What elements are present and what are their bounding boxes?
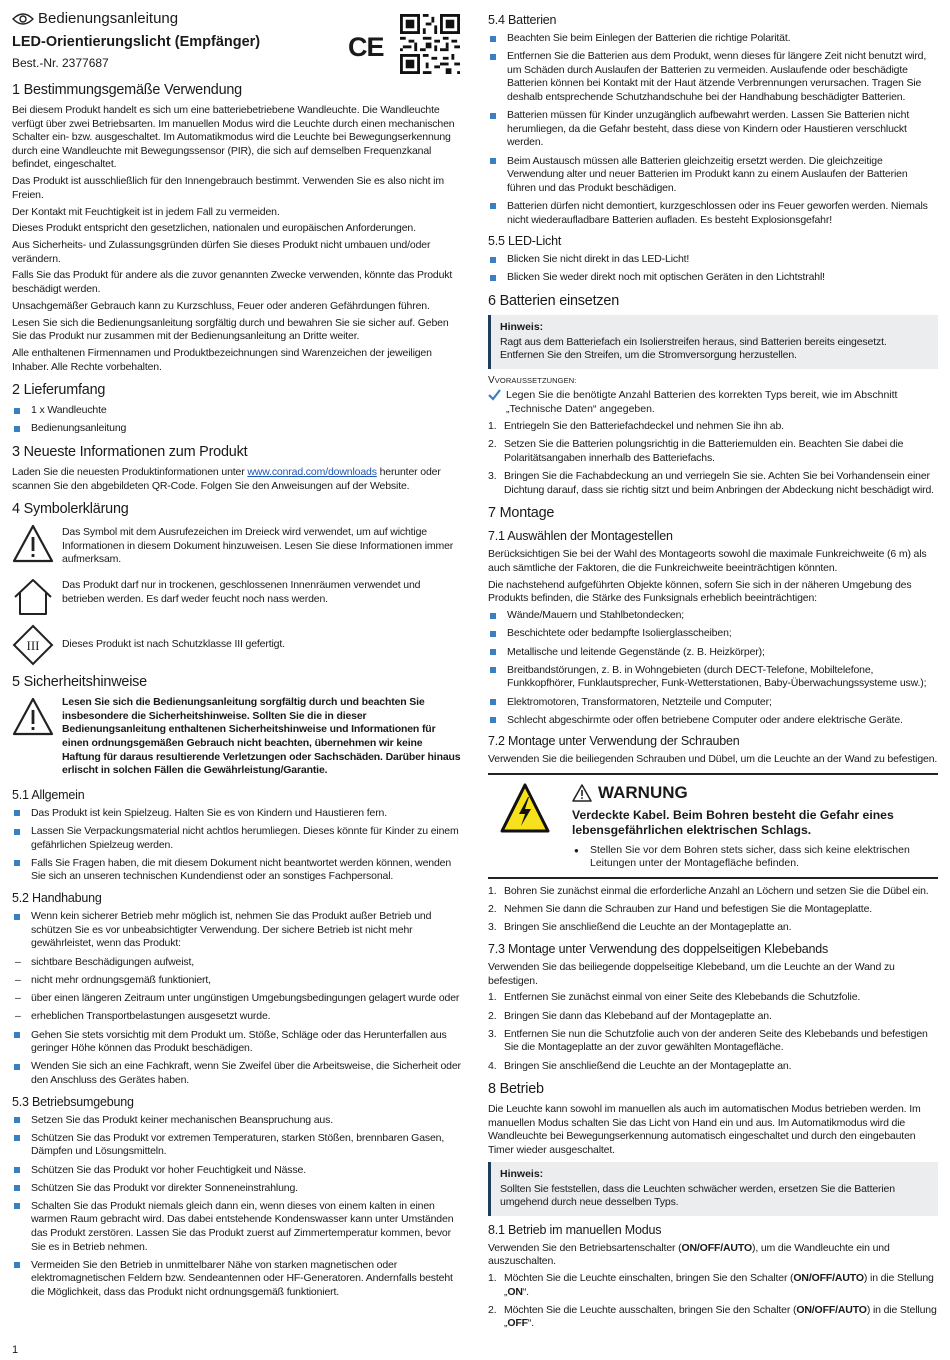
s1-para: Alle enthaltenen Firmennamen und Produktbezeichnungen sind Warenzeichen der jeweiligen Inhaber. Alle Rechte vorbehalten. bbox=[12, 347, 432, 373]
electric-hazard-icon bbox=[500, 783, 550, 835]
list-item: Das Produkt ist kein Spielzeug. Halten Sie es von Kindern und Haustieren fern. bbox=[12, 807, 462, 821]
handling-list bbox=[12, 910, 462, 1088]
prerequisites-label: VVORAUSSETZUNGEN: bbox=[488, 375, 577, 387]
ce-mark: CE bbox=[348, 32, 384, 62]
step-item: 1. Möchten Sie die Leuchte einschalten, bringen Sie den Schalter (ON/OFF/AUTO) in die Stellung „ON“. bbox=[488, 1272, 934, 1298]
manual-label: Bedienungsanleitung bbox=[38, 10, 179, 27]
list-item: Beschichtete oder bedampfte Isolierglasscheiben; bbox=[488, 627, 938, 641]
list-item: Beachten Sie beim Einlegen der Batterien die richtige Polarität. bbox=[488, 32, 938, 46]
section-7-title: 7 Montage bbox=[488, 505, 555, 522]
environment-list bbox=[12, 1114, 462, 1300]
list-item: Entfernen Sie die Batterien aus dem Produkt, wenn dieses für längere Zeit nicht benutzt wird, um Schäden durch Auslaufen der Batterien zu vermeiden. Auslaufende oder beschädigte Batterien können bei Kontakt mit der Haut ätzende Verbrennungen verursachen. Tragen Sie deshalb entsprechende Schutzhandschuhe bei der Handhabung beschädigter Batterien. bbox=[488, 50, 938, 104]
section-5-4-title: 5.4 Batterien bbox=[488, 13, 557, 27]
list-item: Schützen Sie das Produkt vor direkter Sonneneinstrahlung. bbox=[12, 1182, 462, 1196]
step-item: 1. Entfernen Sie zunächst einmal von einer Seite des Klebebands die Schutzfolie. bbox=[488, 991, 861, 1004]
section-8-title: 8 Betrieb bbox=[488, 1081, 544, 1098]
list-item: Bedienungsanleitung bbox=[12, 422, 462, 436]
step-item: 3. Entfernen Sie nun die Schutzfolie auch von der anderen Seite des Klebebands und befestigen Sie die Montageplatte an der zuvor gewählten Montagefläche. bbox=[488, 1027, 928, 1054]
step-item: 1. Entriegeln Sie den Batteriefachdeckel und nehmen Sie ihn ab. bbox=[488, 420, 784, 433]
check-icon bbox=[488, 389, 501, 401]
section-1-title: 1 Bestimmungsgemäße Verwendung bbox=[12, 82, 242, 98]
product-title: LED-Orientierungslicht (Empfänger) bbox=[12, 34, 261, 50]
safety-intro-text: Lesen Sie sich die Bedienungsanleitung sorgfältig durch und beachten Sie insbesondere die Sicherheitshinweise. Sollten Sie die in dieser Bedienungsanleitung enthaltenen Sicherheitshinweise und Informationen für einen ordnungsgemäßen Gebrauch nicht beachten, übernehmen wir keine Haftung für daraus resultierende Verletzungen oder Sachschäden. Darüber hinaus erlischt in solchen Fällen die Gewährleistung/Garantie. bbox=[62, 696, 461, 777]
list-item: Lassen Sie Verpackungsmaterial nicht achtlos herumliegen. Dieses könnte für Kinder zu einem gefährlichen Spielzeug werden. bbox=[12, 825, 462, 852]
list-item: 1 x Wandleuchte bbox=[12, 404, 462, 418]
interference-list bbox=[488, 609, 938, 727]
list-item: Batterien dürfen nicht demontiert, kurzgeschlossen oder ins Feuer geworfen werden. Niemals nicht wiederaufladbare Batterien aufladen. Es besteht Explosionsgefahr! bbox=[488, 200, 938, 227]
list-item: Blicken Sie weder direkt noch mit optischen Geräten in den Lichtstrahl! bbox=[488, 271, 938, 285]
qr-code-icon bbox=[400, 14, 460, 74]
section-8-1-title: 8.1 Betrieb im manuellen Modus bbox=[488, 1222, 662, 1237]
step-item: 3. Bringen Sie die Fachabdeckung an und verriegeln Sie sie. Achten Sie bei Vorhandensein einer Dichtung darauf, dass sie richtig sitzt und beim Anbringen der Abdeckung nicht beschädigt wird. bbox=[488, 470, 934, 496]
s81-para: Verwenden Sie den Betriebsartenschalter (ON/OFF/AUTO), um die Wandleuchte ein und auszuschalten. bbox=[488, 1241, 890, 1268]
s1-para: Der Kontakt mit Feuchtigkeit ist in jedem Fall zu vermeiden. bbox=[12, 205, 280, 218]
dash-list bbox=[12, 956, 462, 1024]
note-box bbox=[488, 315, 938, 369]
section-3-title: 3 Neueste Informationen zum Produkt bbox=[12, 443, 248, 460]
step-item: 2. Nehmen Sie dann die Schrauben zur Hand und befestigen Sie die Montageplatte. bbox=[488, 903, 873, 916]
list-item: Wenden Sie sich an eine Fachkraft, wenn Sie Zweifel über die Arbeitsweise, die Sicherheit oder den Anschluss des Gerätes haben. bbox=[12, 1060, 462, 1087]
list-item: – erheblichen Transportbelastungen ausgesetzt wurde. bbox=[12, 1010, 462, 1024]
list-item: Beim Austausch müssen alle Batterien gleichzeitig ersetzt werden. Die gleichzeitige Verwendung alter und neuer Batterien im Produkt kann zu einem Auslaufen der Batterien führen und das Produkt beschädigen. bbox=[488, 155, 938, 196]
list-item: Vermeiden Sie den Betrieb in unmittelbarer Nähe von starken magnetischen oder elektromagnetischen Feldern bzw. Sendeantennen oder HF-Generatoren. Andernfalls besteht die Möglichkeit, dass das Produkt nicht ordnungsgemäß funktioniert. bbox=[12, 1259, 462, 1300]
s1-para: Bei diesem Produkt handelt es sich um eine batteriebetriebene Wandleuchte. Die Wandleuchte verfügt über zwei Betriebsarten. Im manuellen Modus wird die Leuchte durch einen mechanischen Schalter ein- bzw. ausgeschaltet. Im Automatikmodus wird die Leuchte bei Bewegungserkennung durch eine Wandleuchte mit Bewegungssensor (PIR), die sich auf demselben Frequenzkanal befindet, eingeschaltet. bbox=[12, 104, 455, 171]
symbol-row bbox=[12, 624, 462, 666]
s8-para: Die Leuchte kann sowohl im manuellen als auch im automatischen Modus betrieben werden. Im manuellen Modus schalten Sie das Licht von Hand ein und aus. Im Automatikmodus wird die Wandleuchte bei Bewegungserkennung automatisch eingeschaltet und durch den eingebauten Timer wieder ausgeschaltet. bbox=[488, 1103, 921, 1156]
s1-para: Lesen Sie sich die Bedienungsanleitung sorgfältig durch und bewahren Sie sie sicher auf. Geben Sie das Produkt nur zusammen mit der Bedienungsanleitung an Dritte weiter. bbox=[12, 316, 449, 343]
step-item: 2. Bringen Sie dann das Klebeband auf der Montageplatte an. bbox=[488, 1009, 772, 1022]
svg-text:III: III bbox=[26, 638, 40, 654]
section-5-title: 5 Sicherheitshinweise bbox=[12, 674, 147, 691]
warning-triangle-icon bbox=[12, 523, 54, 565]
manual-steps bbox=[488, 1272, 938, 1331]
list-item: Schlecht abgeschirmte oder offen betriebene Computer oder andere elektrische Geräte. bbox=[488, 714, 938, 728]
list-item: Schützen Sie das Produkt vor extremen Temperaturen, starken Stößen, brennbaren Gasen, Dämpfen und Lösungsmitteln. bbox=[12, 1132, 462, 1159]
list-item: Gehen Sie stets vorsichtig mit dem Produkt um. Stöße, Schläge oder das Herunterfallen aus geringer Höhe können das Produkt beschädigen. bbox=[12, 1029, 462, 1056]
section-5-2-title: 5.2 Handhabung bbox=[12, 891, 102, 906]
section-4-title: 4 Symbolerklärung bbox=[12, 501, 129, 518]
section-7-3-title: 7.3 Montage unter Verwendung des doppelseitigen Klebebands bbox=[488, 942, 829, 957]
manual-header bbox=[12, 10, 462, 28]
right-column bbox=[488, 10, 938, 1336]
protection-class-3-icon bbox=[12, 624, 54, 666]
warning-triangle-icon bbox=[572, 784, 592, 802]
symbol-desc: Das Produkt darf nur in trockenen, geschlossenen Innenräumen verwendet und betrieben werden. Es darf weder feucht noch nass werden. bbox=[62, 579, 421, 605]
s73-para: Verwenden Sie das beiliegende doppelseitige Klebeband, um die Leuchte an der Wand zu befestigen. bbox=[488, 961, 895, 987]
list-item: Falls Sie Fragen haben, die mit diesem Dokument nicht beantwortet werden können, wenden Sie sich an unseren technischen Kundendienst oder an sonstiges Fachpersonal. bbox=[12, 857, 462, 884]
list-item: ● Stellen Sie vor dem Bohren stets sicher, dass sich keine elektrischen Leitungen unter der Montagefläche befinden. bbox=[572, 844, 938, 871]
s3-para: Laden Sie die neuesten Produktinformationen unter www.conrad.com/downloads herunter oder scannen Sie den abgebildeten QR-Code. Folgen Sie den Anweisungen auf der Website. bbox=[12, 465, 441, 492]
list-item: Metallische und leitende Gegenstände (z. B. Heizkörper); bbox=[488, 646, 938, 660]
s71-para: Berücksichtigen Sie bei der Wahl des Montageorts sowohl die maximale Funkreichweite (6 m) als auch sämtliche der Faktoren, die die Funkreichweite beeinträchtigen könnten. bbox=[488, 548, 927, 574]
warning-triangle-icon bbox=[12, 696, 54, 738]
symbol-desc: Das Symbol mit dem Ausrufezeichen im Dreieck wird verwendet, um auf wichtige Informationen in diesem Dokument hinzuweisen. Lesen Sie diese Informationen immer aufmerksam. bbox=[62, 526, 454, 566]
section-5-3-title: 5.3 Betriebsumgebung bbox=[12, 1094, 134, 1109]
step-item: 4. Bringen Sie anschließend die Leuchte an der Montageplatte an. bbox=[488, 1059, 792, 1072]
s1-para: Dieses Produkt entspricht den gesetzlichen, nationalen und europäischen Anforderungen. bbox=[12, 222, 416, 235]
symbol-row bbox=[12, 523, 462, 570]
s1-para: Das Produkt ist ausschließlich für den Innengebrauch bestimmt. Verwenden Sie es also nicht im Freien. bbox=[12, 175, 444, 201]
list-item: Elektromotoren, Transformatoren, Netzteile und Computer; bbox=[488, 696, 938, 710]
s1-para: Falls Sie das Produkt für andere als die zuvor genannten Zwecke verwenden, könnte das Produkt beschädigt werden. bbox=[12, 269, 453, 296]
note-text: Ragt aus dem Batteriefach ein Isolierstreifen heraus, sind Batterien bereits eingesetzt. Entfernen Sie den Streifen, um die Stromversorgung herzustellen. bbox=[500, 335, 887, 362]
section-6-title: 6 Batterien einsetzen bbox=[488, 292, 620, 309]
safety-intro bbox=[12, 696, 462, 781]
list-item: – sichtbare Beschädigungen aufweist, bbox=[12, 956, 462, 970]
section-2-title: 2 Lieferumfang bbox=[12, 382, 106, 399]
battery-list bbox=[488, 32, 938, 227]
delivery-list bbox=[12, 404, 462, 436]
tape-steps bbox=[488, 991, 938, 1073]
list-item: Blicken Sie nicht direkt in das LED-Licht! bbox=[488, 253, 938, 267]
section-5-5-title: 5.5 LED-Licht bbox=[488, 234, 562, 249]
list-item: Batterien müssen für Kinder unzugänglich aufbewahrt werden. Lassen Sie Batterien nicht herumliegen, da die Gefahr besteht, dass diese von Kindern oder Haustieren verschluckt werden. bbox=[488, 109, 938, 150]
list-item: Wände/Mauern und Stahlbetondecken; bbox=[488, 609, 938, 623]
section-7-1-title: 7.1 Auswählen der Montagestellen bbox=[488, 529, 673, 544]
screw-steps bbox=[488, 885, 938, 935]
step-item: 1. Bohren Sie zunächst einmal die erforderliche Anzahl an Löchern und setzen Sie die Dübel ein. bbox=[488, 885, 929, 898]
list-item: – über einen längeren Zeitraum unter ungünstigen Umgebungsbedingungen gelagert wurde oder bbox=[12, 992, 462, 1006]
led-list bbox=[488, 253, 938, 285]
symbol-row bbox=[12, 576, 462, 618]
list-item: – nicht mehr ordnungsgemäß funktioniert, bbox=[12, 974, 462, 988]
note-box bbox=[488, 1162, 938, 1216]
list-item: Setzen Sie das Produkt keiner mechanischen Beanspruchung aus. bbox=[12, 1114, 462, 1128]
note-title: Hinweis: bbox=[500, 1167, 544, 1180]
battery-steps bbox=[488, 420, 938, 497]
page-number: 1 bbox=[12, 1344, 19, 1356]
s72-para: Verwenden Sie die beiliegenden Schrauben und Dübel, um die Leuchte an der Wand zu befestigen. bbox=[488, 753, 938, 766]
warning-list bbox=[572, 844, 938, 871]
order-number: Best.-Nr. 2377687 bbox=[12, 56, 109, 70]
eye-icon bbox=[12, 12, 34, 26]
s1-para: Aus Sicherheits- und Zulassungsgründen dürfen Sie dieses Produkt nicht umbauen und/oder verändern. bbox=[12, 239, 431, 265]
left-column bbox=[12, 10, 462, 1304]
list-item: Schützen Sie das Produkt vor hoher Feuchtigkeit und Nässe. bbox=[12, 1164, 462, 1178]
list-item: Schalten Sie das Produkt niemals gleich dann ein, wenn dieses von einem kalten in einen warmen Raum gebracht wird. Das dabei entstehende Kondenswasser kann unter Umständen das Produkt zerstören. Lassen Sie das Produkt zuerst auf Zimmertemperatur kommen, bevor Sie es in Betrieb nehmen. bbox=[12, 1200, 462, 1254]
step-item: 2. Setzen Sie die Batterien polungsrichtig in die Batteriemulden ein. Beachten Sie dabei die Polaritätsangaben innerhalb des Batteriefachs. bbox=[488, 438, 904, 465]
section-5-1-title: 5.1 Allgemein bbox=[12, 787, 85, 802]
note-text: Sollten Sie feststellen, dass die Leuchten schwächer werden, ersetzen Sie die Batterien umgehend durch neue desselben Typs. bbox=[500, 1182, 895, 1209]
list-item: Wenn kein sicherer Betrieb mehr möglich ist, nehmen Sie das Produkt außer Betrieb und schützen Sie es vor unbeabsichtigter Verwendung. Der sichere Betrieb ist nicht mehr gewährleistet, wenn das Produkt: – sichtbare Beschädigungen aufweist, – nicht mehr ordnungsgemäß funktioniert, – über einen längeren Zeitraum unter ungünstigen Umgebungsbedingungen gelagert wurde oder – erheblichen Transportbelastungen ausgesetzt wurde. bbox=[12, 910, 462, 1024]
downloads-link[interactable]: www.conrad.com/downloads bbox=[247, 465, 377, 478]
prerequisite-item: Legen Sie die benötigte Anzahl Batterien des korrekten Typs bereit, wie im Abschnitt „Technische Daten“ angegeben. bbox=[488, 389, 938, 416]
warning-text: Verdeckte Kabel. Beim Bohren besteht die Gefahr eines lebensgefährlichen elektrischen Schlags. bbox=[572, 807, 894, 838]
s71-para: Die nachstehend aufgeführten Objekte können, sofern Sie sich in der näheren Umgebung des Produkts befinden, die Stärke des Funksignals erheblich beeinträchtigen: bbox=[488, 578, 912, 605]
step-item: 3. Bringen Sie anschließend die Leuchte an der Montageplatte an. bbox=[488, 921, 792, 934]
house-icon bbox=[12, 576, 54, 618]
s1-para: Unsachgemäßer Gebrauch kann zu Kurzschluss, Feuer oder anderen Gefährdungen führen. bbox=[12, 299, 430, 312]
warning-box bbox=[488, 773, 938, 879]
step-item: 2. Möchten Sie die Leuchte ausschalten, bringen Sie den Schalter (ON/OFF/AUTO) in die Stellung „OFF“. bbox=[488, 1303, 937, 1330]
note-title: Hinweis: bbox=[500, 320, 544, 333]
warning-title: WARNUNG bbox=[572, 783, 938, 803]
general-list bbox=[12, 807, 462, 884]
symbol-desc: Dieses Produkt ist nach Schutzklasse III gefertigt. bbox=[62, 638, 285, 651]
section-7-2-title: 7.2 Montage unter Verwendung der Schrauben bbox=[488, 734, 740, 749]
list-item: Breitbandstörungen, z. B. in Wohngebieten (durch DECT-Telefone, Mobiltelefone, Funkkopfhörer, Funklautsprecher, Funk-Wetterstationen, Baby-Überwachungssysteme usw.); bbox=[488, 664, 938, 691]
